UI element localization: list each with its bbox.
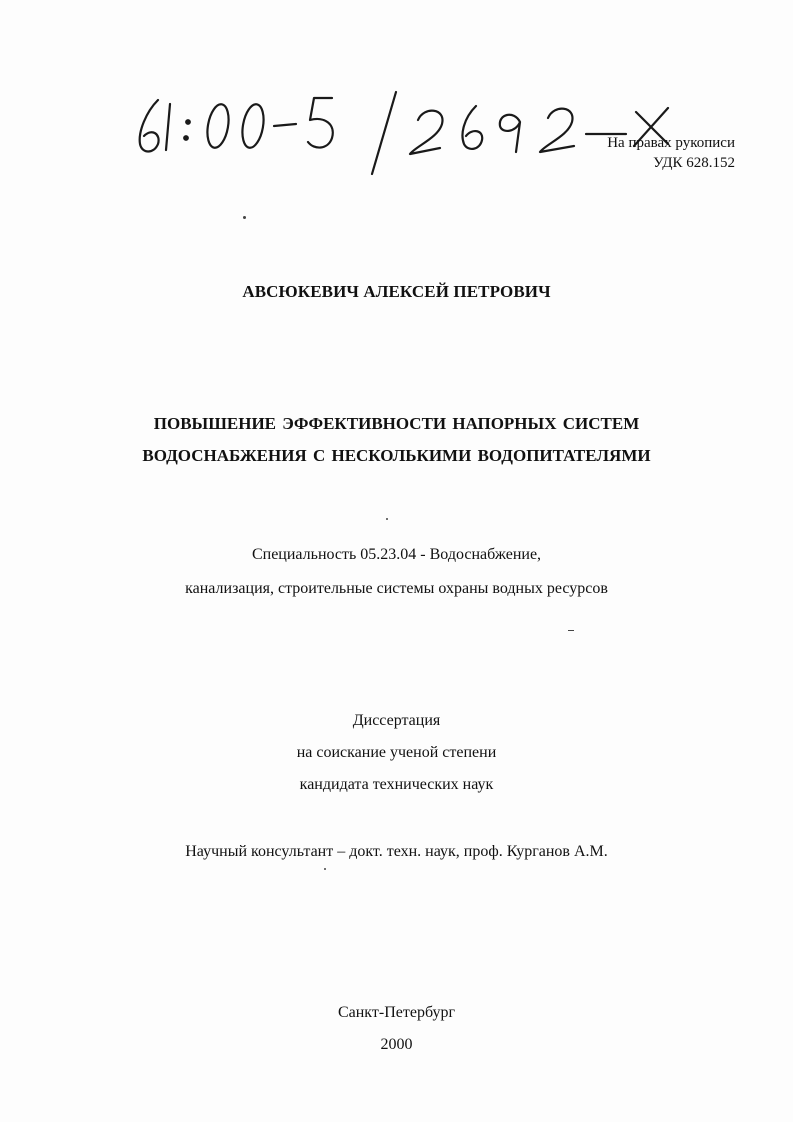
- rights-notice: На правах рукописи: [607, 135, 735, 151]
- specialty-line-2: канализация, строительные системы охраны водных ресурсов: [185, 580, 608, 597]
- rights-block: [607, 133, 735, 173]
- udc-code: УДК 628.152: [653, 155, 735, 171]
- dissertation-title-line-1: ПОВЫШЕНИЕ ЭФФЕКТИВНОСТИ НАПОРНЫХ СИСТЕМ: [153, 414, 640, 433]
- degree-name: кандидата технических наук: [299, 776, 494, 793]
- scientific-advisor: Научный консультант – докт. техн. наук, проф. Курганов А.М.: [185, 843, 608, 860]
- degree-purpose: на соискание ученой степени: [296, 744, 497, 761]
- publication-city: Санкт-Петербург: [337, 1004, 456, 1021]
- publication-year: 2000: [380, 1036, 413, 1053]
- author-name: АВСЮКЕВИЧ АЛЕКСЕЙ ПЕТРОВИЧ: [242, 282, 551, 301]
- scan-speck: [324, 868, 326, 870]
- scan-speck: [243, 216, 246, 219]
- scan-speck: [568, 630, 574, 631]
- dissertation-type: Диссертация: [352, 712, 441, 729]
- dissertation-title-line-2: ВОДОСНАБЖЕНИЯ С НЕСКОЛЬКИМИ ВОДОПИТАТЕЛЯМИ: [142, 446, 651, 465]
- specialty-line-1: Специальность 05.23.04 - Водоснабжение,: [251, 546, 542, 563]
- scan-speck: [386, 518, 388, 520]
